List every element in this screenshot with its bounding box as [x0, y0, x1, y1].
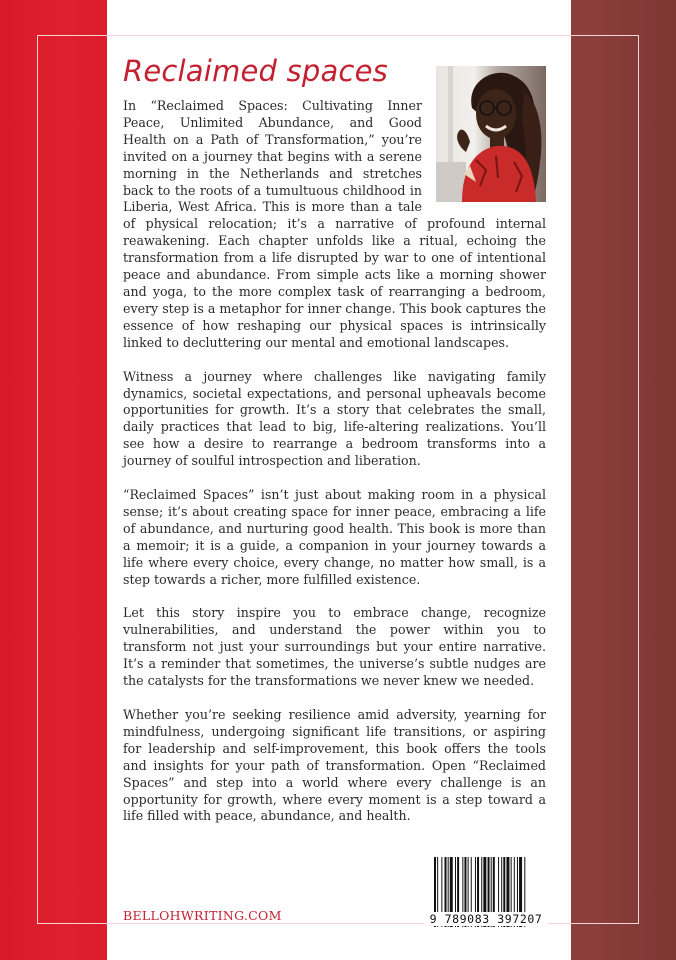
blurb-paragraph-3: “Reclaimed Spaces” isn’t just about making room in a physical sense; it’s about creating space for inner peace, embracing a life of abundance, and nurturing good health. This book is more than a memoir; it is a guide, a companion in your journey towards a life where every choice, every change, no matter how small, is a step towards a richer, more fulfilled existence.: [123, 487, 546, 587]
book-title: Reclaimed spaces: [123, 54, 388, 88]
left-color-band: [0, 0, 107, 960]
right-color-band: [571, 0, 676, 960]
blurb-paragraph-5: Whether you’re seeking resilience amid adversity, yearning for mindfulness, undergoing significant life transitions, or aspiring for leadership and self-improvement, this book offers the tools and insights for your path of transformation. Open “Reclaimed Spaces” and step into a world where every challenge is an opportunity for growth, where every moment is a step toward a life filled with peace, abundance, and health.: [123, 707, 546, 824]
back-cover-blurb: [123, 98, 546, 842]
blurb-paragraph-4: Let this story inspire you to embrace change, recognize vulnerabilities, and understand the power within you to transform not just your surroundings but your entire narrative. It’s a reminder that sometimes, the universe’s subtle nudges are the catalysts for the transformations we never knew we needed.: [123, 605, 546, 689]
blurb-paragraph-1: In “Reclaimed Spaces: Cultivating Inner Peace, Unlimited Abundance, and Good Health on a Path of Transformation,” you’re invited on a journey that begins with a serene morning in the Netherlands and stretches back to the roots of a tumultuous childhood in Liberia, West Africa. This is more than a tale of physical relocation; it’s a narrative of profound internal reawakening. Each chapter unfolds like a ritual, echoing the transformation from a life disrupted by war to one of intentional peace and abundance. From simple acts like a morning shower and yoga, to the more complex task of rearranging a bedroom, every step is a metaphor for inner change. This book captures the essence of how reshaping our physical spaces is intrinsically linked to decluttering our mental and emotional landscapes.: [123, 98, 546, 350]
isbn-number: 9 789083 397207: [424, 912, 548, 926]
blurb-paragraph-2: Witness a journey where challenges like navigating family dynamics, societal expectations, and personal upheavals become opportunities for growth. It’s a story that celebrates the small, daily practices that lead to big, life-altering realizations. You’ll see how a desire to rearrange a bedroom transforms into a journey of soulful introspection and liberation.: [123, 368, 546, 469]
publisher-website: BELLOHWRITING.COM: [123, 908, 282, 923]
